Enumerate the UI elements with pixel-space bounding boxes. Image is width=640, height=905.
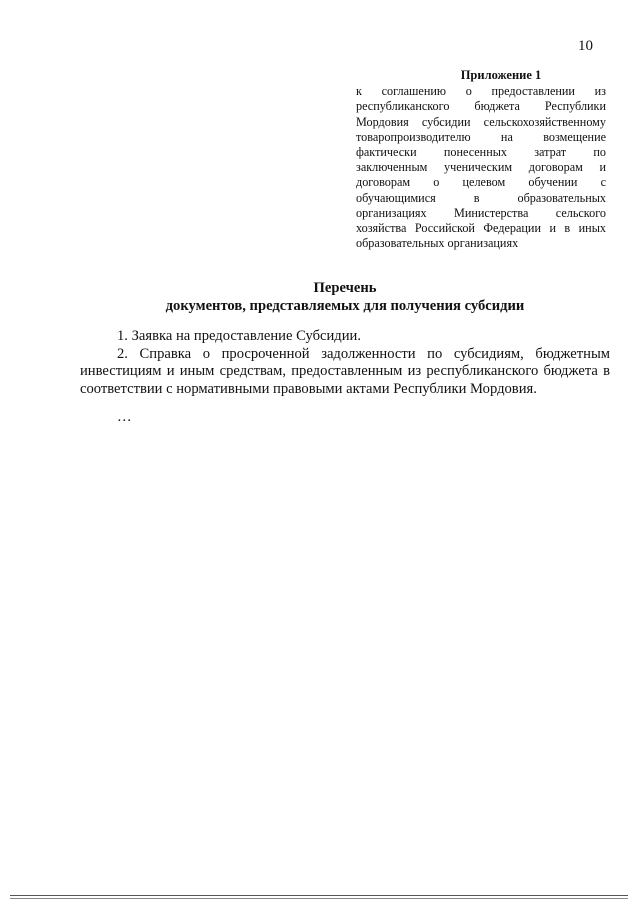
bottom-divider <box>10 895 628 896</box>
list-title-heading: Перечень <box>313 280 377 296</box>
appendix-title: Приложение 1 <box>460 68 542 82</box>
document-list-title <box>80 279 610 315</box>
appendix-block <box>356 68 606 251</box>
list-item: 1. Заявка на предоставление Субсидии. <box>117 328 361 344</box>
list-ellipsis: … <box>117 409 132 426</box>
list-item: 2. Справка о просроченной задолженности по субсидиям, бюджетным инвестициям и иным средствам, предоставленным из республиканского бюджета в соответствии с нормативными правовыми актами Республики Мордовия. <box>80 345 610 397</box>
appendix-text: к соглашению о предоставлении из республиканского бюджета Республики Мордовия субсидии сельскохозяйственному товаропроизводителю на возмещение фактически понесенных затрат по заключенным ученическим договорам и договорам о целевом обучении с обучающимися в образовательных организациях Министерства сельского хозяйства Российской Федерации и в иных образовательных организациях <box>356 84 606 251</box>
page-number: 10 <box>578 38 593 54</box>
document-list <box>80 328 610 426</box>
bottom-divider-secondary <box>10 898 628 899</box>
list-title-subheading: документов, представляемых для получения субсидии <box>165 298 525 314</box>
